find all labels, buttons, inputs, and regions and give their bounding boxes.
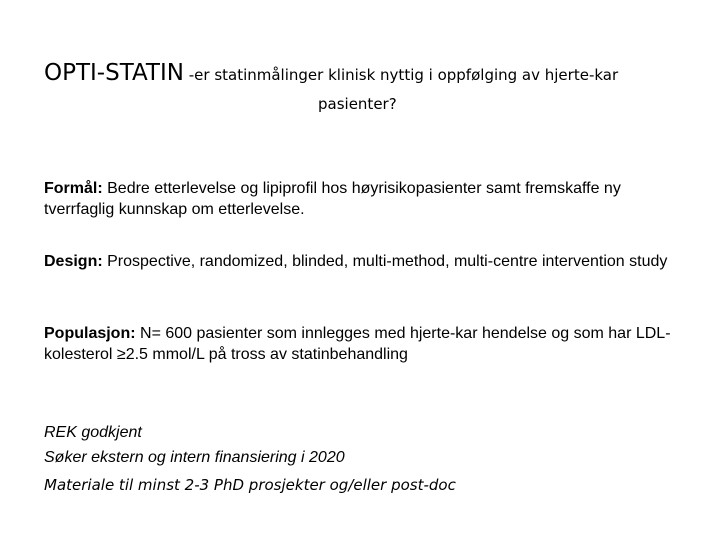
section-population-text: N= 600 pasienter som innlegges med hjerte-kar hendelse og som har LDL-kolesterol ≥2.5 mmol/L på tross av statinbehandling — [44, 325, 671, 363]
title-main: OPTI-STATIN — [44, 60, 184, 86]
slide-title — [44, 60, 704, 86]
section-formal-text: Bedre etterlevelse og lipiprofil hos høyrisikopasienter samt fremskaffe ny tverrfaglig kunnskap om etterlevelse. — [44, 180, 621, 218]
section-design-text: Prospective, randomized, blinded, multi-method, multi-centre intervention study — [102, 253, 668, 270]
section-design — [44, 251, 694, 272]
title-subtitle: -er statinmålinger klinisk nyttig i oppfølging av hjerte-kar — [183, 66, 619, 84]
footer-phd-projects: Materiale til minst 2-3 PhD prosjekter og/eller post-doc — [44, 476, 456, 494]
section-formal — [44, 178, 694, 220]
footer-rek-approved: REK godkjent — [44, 424, 142, 441]
section-formal-label: Formål: — [44, 180, 103, 197]
footer-funding: Søker ekstern og intern finansiering i 2020 — [44, 449, 345, 466]
title-subtitle-continued: pasienter? — [318, 95, 397, 113]
section-population — [44, 323, 694, 365]
section-design-label: Design: — [44, 253, 103, 270]
section-population-label: Populasjon: — [44, 325, 136, 342]
